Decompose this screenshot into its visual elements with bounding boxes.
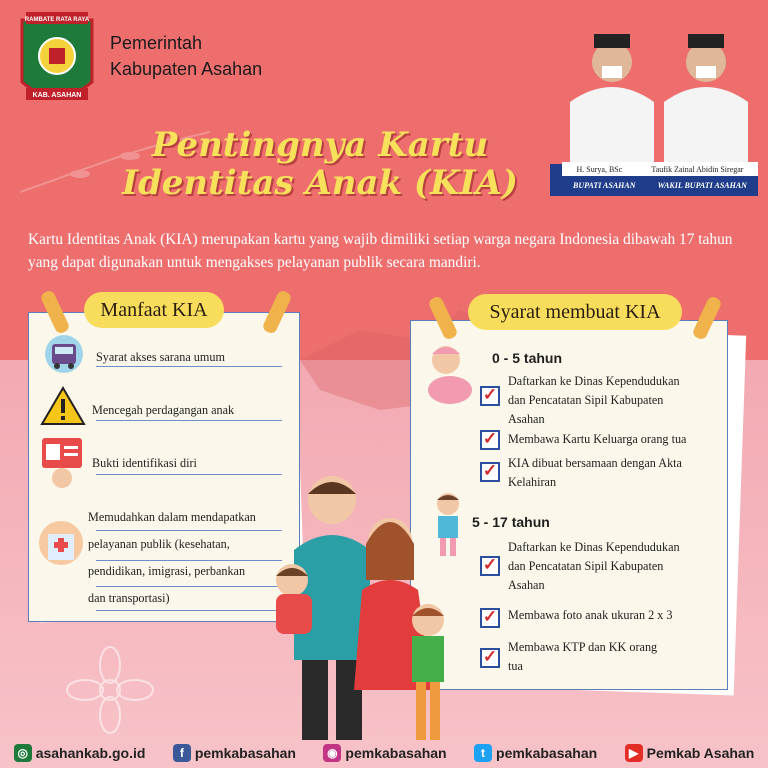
syarat-g1-item-3 xyxy=(508,454,682,492)
divider xyxy=(96,474,282,475)
facebook-icon: f xyxy=(173,744,191,762)
twitter-text: pemkabasahan xyxy=(496,745,598,761)
syarat-line: Membawa KTP dan KK orang xyxy=(508,640,658,654)
family-illustration xyxy=(262,470,462,740)
instagram-text: pemkabasahan xyxy=(345,745,447,761)
website-link[interactable] xyxy=(14,744,146,762)
website-text: asahankab.go.id xyxy=(35,745,146,761)
syarat-line: Daftarkan ke Dinas Kependudukan xyxy=(508,540,680,554)
instagram-icon: ◉ xyxy=(323,744,341,762)
syarat-line: Daftarkan ke Dinas Kependudukan xyxy=(508,374,680,388)
syarat-line: Kelahiran xyxy=(508,475,557,489)
checkbox-icon: ✓ xyxy=(480,386,500,406)
checkbox-icon: ✓ xyxy=(480,462,500,482)
checkbox-icon: ✓ xyxy=(480,430,500,450)
syarat-g2-item-1 xyxy=(508,538,680,595)
facebook-text: pemkabasahan xyxy=(194,745,296,761)
age-group-1: 0 - 5 tahun xyxy=(492,350,563,366)
syarat-g2-item-3 xyxy=(508,638,657,676)
instagram-link[interactable] xyxy=(323,744,446,762)
youtube-link[interactable] xyxy=(625,744,755,762)
manfaat-title: Manfaat KIA xyxy=(84,292,224,328)
manfaat-item-1: Syarat akses sarana umum xyxy=(96,350,225,364)
syarat-g1-item-2: Membawa Kartu Keluarga orang tua xyxy=(508,432,687,446)
leader-name-1: H. Surya, BSc xyxy=(576,164,623,174)
syarat-line: Asahan xyxy=(508,412,545,426)
divider xyxy=(96,420,282,421)
manfaat-item-3: Bukti identifikasi diri xyxy=(92,456,197,470)
title-line-2: Identitas Anak (KIA) xyxy=(122,163,518,203)
age-group-2: 5 - 17 tahun xyxy=(472,514,550,530)
manfaat-item-4-line: Memudahkan dalam mendapatkan xyxy=(88,510,256,524)
manfaat-item-4-line: pendidikan, imigrasi, perbankan xyxy=(88,564,246,578)
asahan-logo xyxy=(18,12,96,112)
leader-name-2: Taufik Zainal Abidin Siregar xyxy=(651,164,744,174)
syarat-g2-item-2: Membawa foto anak ukuran 2 x 3 xyxy=(508,608,673,622)
syarat-line: Asahan xyxy=(508,578,545,592)
logo-banner-text: RAMBATE RATA RAYA xyxy=(24,17,90,23)
youtube-text: Pemkab Asahan xyxy=(646,745,755,761)
syarat-line: dan Pencatatan Sipil Kabupaten xyxy=(508,393,664,407)
intro-paragraph: Kartu Identitas Anak (KIA) merupakan kartu yang wajib dimiliki setiap warga negara Indonesia dibawah 17 tahun yang dapat digunakan untuk mengakses pelayanan publik secara mandiri. xyxy=(28,231,733,271)
manfaat-item-4-line: dan transportasi) xyxy=(88,591,170,605)
leader-roles xyxy=(562,178,758,192)
syarat-g1-item-1 xyxy=(508,372,680,429)
leader-role-2: WAKIL BUPATI ASAHAN xyxy=(657,180,747,190)
youtube-icon: ▶ xyxy=(625,744,643,762)
train-icon xyxy=(44,334,84,374)
syarat-line: tua xyxy=(508,659,523,673)
hospital-icon xyxy=(38,520,84,566)
syarat-title: Syarat membuat KIA xyxy=(468,294,682,330)
government-name xyxy=(110,30,262,82)
title-line-1: Pentingnya Kartu xyxy=(151,125,489,165)
syarat-line: KIA dibuat bersamaan dengan Akta xyxy=(508,456,682,470)
page-title xyxy=(80,126,560,202)
facebook-link[interactable] xyxy=(173,744,296,762)
twitter-link[interactable] xyxy=(474,744,597,762)
leader-role-1: BUPATI ASAHAN xyxy=(573,180,636,190)
manfaat-item-4 xyxy=(88,504,256,612)
globe-icon: ◎ xyxy=(14,744,32,762)
baby-icon xyxy=(420,340,480,410)
gov-line-2: Kabupaten Asahan xyxy=(110,59,263,79)
warning-icon xyxy=(40,386,86,426)
divider xyxy=(96,366,282,367)
checkbox-icon: ✓ xyxy=(480,556,500,576)
syarat-line: dan Pencatatan Sipil Kabupaten xyxy=(508,559,664,573)
social-footer xyxy=(0,738,768,768)
twitter-icon: t xyxy=(474,744,492,762)
checkbox-icon: ✓ xyxy=(480,648,500,668)
manfaat-item-4-line: pelayanan publik (kesehatan, xyxy=(88,537,230,551)
leader-names xyxy=(562,162,758,176)
flower-decoration-bottom-left xyxy=(40,640,180,740)
manfaat-item-2: Mencegah perdagangan anak xyxy=(92,403,235,417)
gov-line-1: Pemerintah xyxy=(110,33,203,53)
checkbox-icon: ✓ xyxy=(480,608,500,628)
id-card-icon xyxy=(40,436,84,490)
logo-bottom-text: KAB. ASAHAN xyxy=(32,92,82,99)
